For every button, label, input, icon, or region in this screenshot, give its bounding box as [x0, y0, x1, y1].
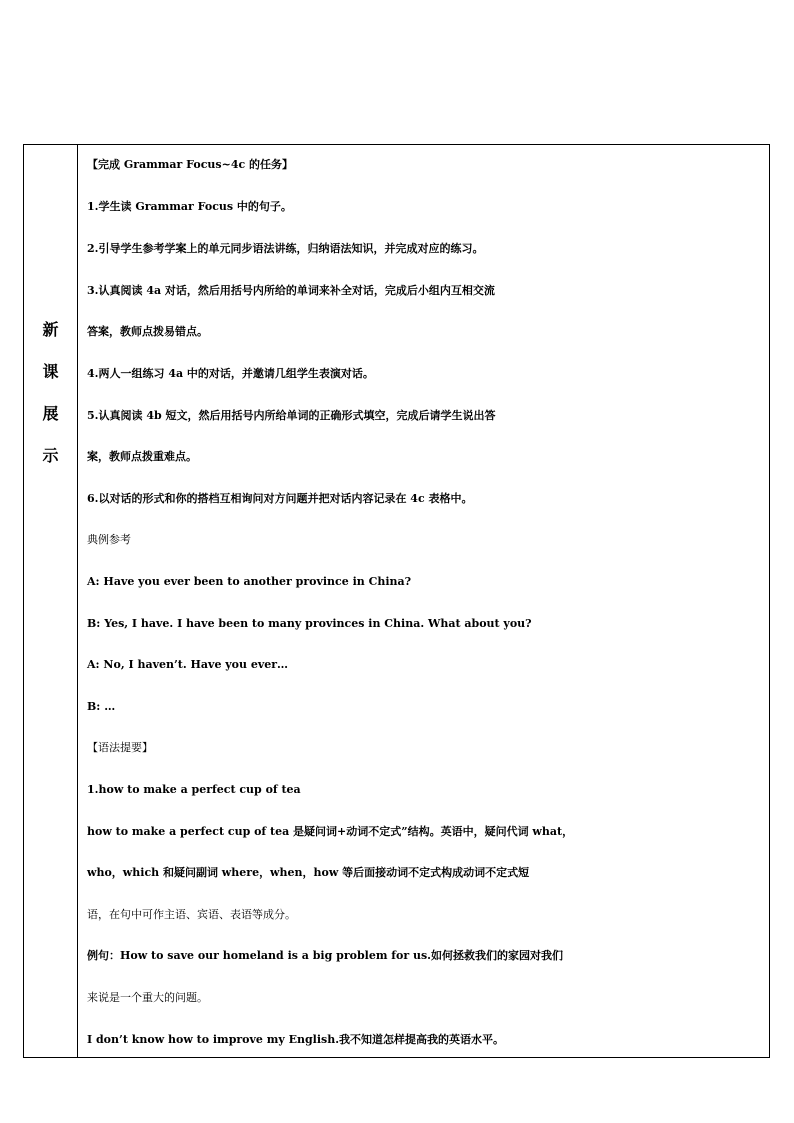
text-line: 例句：How to save our homeland is a big problem for us.如何拯救我们的家园对我们: [87, 949, 563, 962]
text-line: 答案，教师点拨易错点。: [87, 325, 208, 338]
section-label-char: 示: [42, 446, 59, 465]
text-line: 案，教师点拨重难点。: [87, 450, 197, 463]
text-line: B: …: [87, 700, 116, 713]
text-line: A: No, I haven’t. Have you ever…: [87, 658, 289, 671]
content-cell: [79, 145, 769, 1057]
text-line: 典例参考: [87, 533, 131, 546]
section-label-char: 新: [42, 320, 59, 339]
section-label-char: 课: [42, 362, 59, 381]
text-line: I don’t know how to improve my English.我不知道怎样提高我的英语水平。: [87, 1033, 505, 1046]
text-line: 来说是一个重大的问题。: [87, 991, 208, 1004]
text-line: 4.两人一组练习 4a 中的对话，并邀请几组学生表演对话。: [87, 367, 374, 380]
text-line: 【完成 Grammar Focus~4c 的任务】: [87, 158, 294, 171]
text-line: 5.认真阅读 4b 短文，然后用括号内所给单词的正确形式填空，完成后请学生说出答: [87, 409, 496, 422]
text-line: 2.引导学生参考学案上的单元同步语法讲练，归纳语法知识，并完成对应的练习。: [87, 242, 484, 255]
text-line: 语，在句中可作主语、宾语、表语等成分。: [87, 908, 296, 921]
text-line: how to make a perfect cup of tea 是疑问词+动词不定式”结构。英语中，疑问代词 what，: [87, 825, 574, 838]
text-line: 【语法提要】: [87, 741, 153, 754]
text-line: 3.认真阅读 4a 对话，然后用括号内所给的单词来补全对话，完成后小组内互相交流: [87, 284, 495, 297]
lesson-table: [23, 144, 770, 1058]
text-line: who，which 和疑问副词 where，when，how 等后面接动词不定式构成动词不定式短: [87, 866, 530, 879]
section-label-cell: [24, 145, 78, 1057]
section-label-char: 展: [42, 404, 59, 423]
text-line: 1.学生读 Grammar Focus 中的句子。: [87, 200, 292, 213]
text-line: 1.how to make a perfect cup of tea: [87, 783, 301, 796]
text-line: 6.以对话的形式和你的搭档互相询问对方问题并把对话内容记录在 4c 表格中。: [87, 492, 473, 505]
text-line: A: Have you ever been to another province in China?: [87, 575, 412, 588]
text-line: B: Yes, I have. I have been to many provinces in China. What about you?: [87, 617, 532, 630]
